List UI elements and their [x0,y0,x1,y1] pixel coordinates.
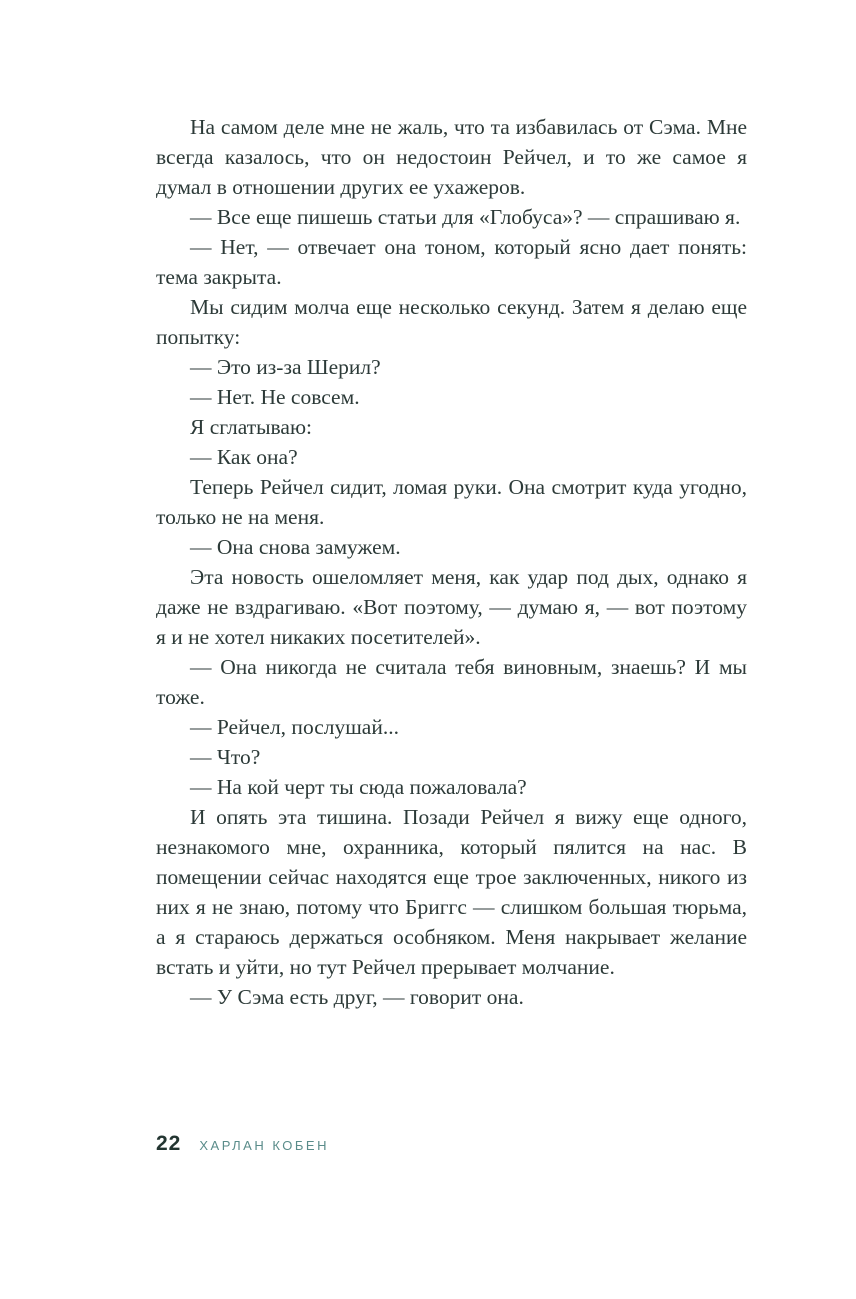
paragraph: — Рейчел, послушай... [190,715,399,739]
paragraph: — У Сэма есть друг, — говорит она. [190,985,524,1009]
page-footer [156,1132,747,1156]
page-number: 22 [156,1132,182,1155]
paragraph: — Как она? [190,445,298,469]
paragraph: — Нет. Не совсем. [190,385,360,409]
paragraph: — Это из-за Шерил? [190,355,381,379]
paragraph: — На кой черт ты сюда пожаловала? [190,775,527,799]
paragraph: — Нет, — отвечает она тоном, который ясно дает понять: тема закрыта. [156,235,747,289]
paragraph: — Она снова замужем. [190,535,401,559]
paragraph: И опять эта тишина. Позади Рейчел я вижу еще одного, незнакомого мне, охранника, который пялится на нас. В помещении сейчас находятся еще трое заключенных, никого из них я не знаю, потому что Бриггс — слишком большая тюрьма, а я стараюсь держаться особняком. Меня накрывает желание встать и уйти, но тут Рейчел прерывает молчание. [156,805,747,979]
text-block [156,112,747,1012]
paragraph: — Что? [190,745,261,769]
paragraph: Теперь Рейчел сидит, ломая руки. Она смотрит куда угодно, только не на меня. [156,475,747,529]
paragraph: — Она никогда не считала тебя виновным, знаешь? И мы тоже. [156,655,747,709]
running-title-author: ХАРЛАН КОБЕН [199,1138,329,1153]
paragraph: Я сглатываю: [190,415,312,439]
paragraph: Мы сидим молча еще несколько секунд. Затем я делаю еще попытку: [156,295,747,349]
paragraph: На самом деле мне не жаль, что та избавилась от Сэма. Мне всегда казалось, что он недостоин Рейчел, и то же самое я думал в отношении других ее ухажеров. [156,115,747,199]
paragraph: — Все еще пишешь статьи для «Глобуса»? — спрашиваю я. [190,205,741,229]
paragraph: Эта новость ошеломляет меня, как удар под дых, однако я даже не вздрагиваю. «Вот поэтому, — думаю я, — вот поэтому я и не хотел никаких посетителей». [156,565,747,649]
